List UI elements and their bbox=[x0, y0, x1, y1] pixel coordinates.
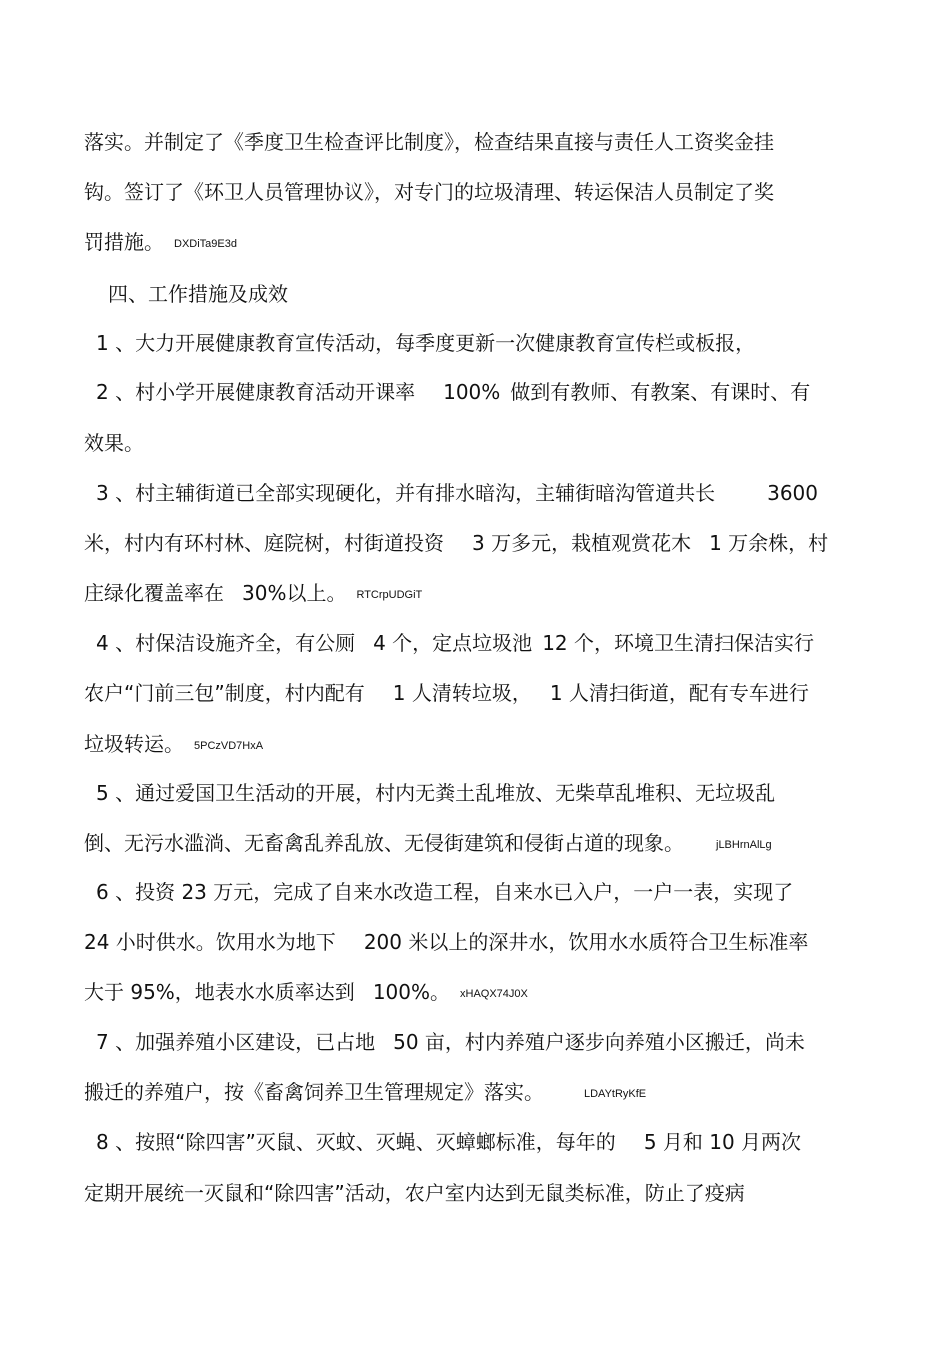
text-line bbox=[84, 129, 774, 155]
text-line bbox=[96, 630, 814, 656]
text-run: 搬迁的养殖户，按《畜禽饲养卫生管理规定》落实。 bbox=[84, 1080, 544, 1104]
text-line bbox=[96, 330, 755, 356]
text-line bbox=[84, 830, 772, 858]
watermark-code: LDAYtRyKfE bbox=[584, 1087, 647, 1100]
text-line bbox=[84, 580, 422, 608]
text-run: 8 、按照“除四害”灭鼠、灭蚊、灭蝇、灭蟑螂标准，每年的 bbox=[96, 1130, 616, 1154]
text-run: 罚措施。 bbox=[84, 230, 164, 254]
text-run: 效果。 bbox=[84, 431, 144, 455]
text-run: 倒、无污水滥淌、无畜禽乱养乱放、无侵街建筑和侵街占道的现象。 bbox=[84, 831, 684, 855]
text-run: 1 人清扫街道，配有专车进行 bbox=[549, 681, 809, 705]
watermark-code: xHAQX74J0X bbox=[460, 987, 528, 1000]
text-line bbox=[84, 530, 828, 556]
text-line bbox=[96, 480, 818, 506]
text-run: 4 个，定点垃圾池 bbox=[373, 631, 533, 655]
text-run: 落实。并制定了《季度卫生检查评比制度》，检查结果直接与责任人工资奖金挂 bbox=[84, 130, 774, 154]
text-line bbox=[96, 879, 793, 905]
watermark-code: DXDiTa9E3d bbox=[174, 237, 237, 250]
text-run: 大于 95%，地表水水质率达到 bbox=[84, 980, 355, 1004]
text-run: 7 、加强养殖小区建设，已占地 bbox=[96, 1030, 376, 1054]
text-run: 3 万多元，栽植观赏花木 bbox=[472, 531, 692, 555]
text-line bbox=[84, 929, 808, 955]
watermark-code: RTCrpUDGiT bbox=[356, 588, 423, 601]
text-run: 米，村内有环村林、庭院树，村街道投资 bbox=[84, 531, 444, 555]
text-run: 钩。签订了《环卫人员管理协议》，对专门的垃圾清理、转运保洁人员制定了奖 bbox=[84, 180, 774, 204]
text-line bbox=[96, 1029, 805, 1055]
text-line bbox=[84, 179, 774, 205]
watermark-code: jLBHrnAlLg bbox=[716, 838, 772, 851]
text-run: 3 、村主辅街道已全部实现硬化，并有排水暗沟，主辅街暗沟管道共长 bbox=[96, 481, 716, 505]
text-line bbox=[84, 1079, 646, 1107]
text-run: 2 、村小学开展健康教育活动开课率 bbox=[96, 380, 416, 404]
watermark-code: 5PCzVD7HxA bbox=[194, 739, 264, 752]
text-line bbox=[84, 1180, 745, 1206]
text-run: 50 亩，村内养殖户逐步向养殖小区搬迁，尚未 bbox=[393, 1030, 805, 1054]
text-run: 6 、投资 23 万元，完成了自来水改造工程，自来水已入户，一户一表，实现了 bbox=[96, 880, 794, 904]
text-run: 4 、村保洁设施齐全，有公厕 bbox=[96, 631, 356, 655]
text-run: 5 月和 10 月两次 bbox=[643, 1130, 802, 1154]
text-run: 垃圾转运。 bbox=[84, 732, 184, 756]
text-line bbox=[84, 680, 809, 706]
text-run: 3600 bbox=[767, 481, 818, 505]
text-run: 100% bbox=[443, 380, 501, 404]
text-run: 庄绿化覆盖率在 bbox=[84, 581, 224, 605]
text-line bbox=[96, 379, 810, 405]
text-run: 1 人清转垃圾， bbox=[392, 681, 532, 705]
text-run: 1 万余株，村 bbox=[709, 531, 829, 555]
text-run: 定期开展统一灭鼠和“除四害”活动，农户室内达到无鼠类标准，防止了疫病 bbox=[84, 1181, 745, 1205]
text-run: 100%。 bbox=[372, 980, 450, 1004]
text-line bbox=[84, 979, 528, 1007]
text-run: 农户“门前三包”制度，村内配有 bbox=[84, 681, 365, 705]
text-line bbox=[96, 1129, 801, 1155]
text-line bbox=[96, 780, 775, 806]
heading-text: 四、工作措施及成效 bbox=[108, 282, 288, 306]
text-line bbox=[84, 430, 144, 456]
text-run: 24 小时供水。饮用水为地下 bbox=[84, 930, 336, 954]
text-run: 1 、大力开展健康教育宣传活动，每季度更新一次健康教育宣传栏或板报， bbox=[96, 331, 756, 355]
text-run: 12 个，环境卫生清扫保洁实行 bbox=[542, 631, 814, 655]
text-run: 30%以上。 bbox=[242, 581, 347, 605]
text-line bbox=[84, 731, 263, 759]
text-run: 5 、通过爱国卫生活动的开展，村内无粪土乱堆放、无柴草乱堆积、无垃圾乱 bbox=[96, 781, 776, 805]
text-run: 200 米以上的深井水，饮用水水质符合卫生标准率 bbox=[363, 930, 809, 954]
section-heading bbox=[108, 281, 288, 307]
text-run: 做到有教师、有教案、有课时、有 bbox=[510, 380, 811, 404]
text-line bbox=[84, 229, 237, 257]
